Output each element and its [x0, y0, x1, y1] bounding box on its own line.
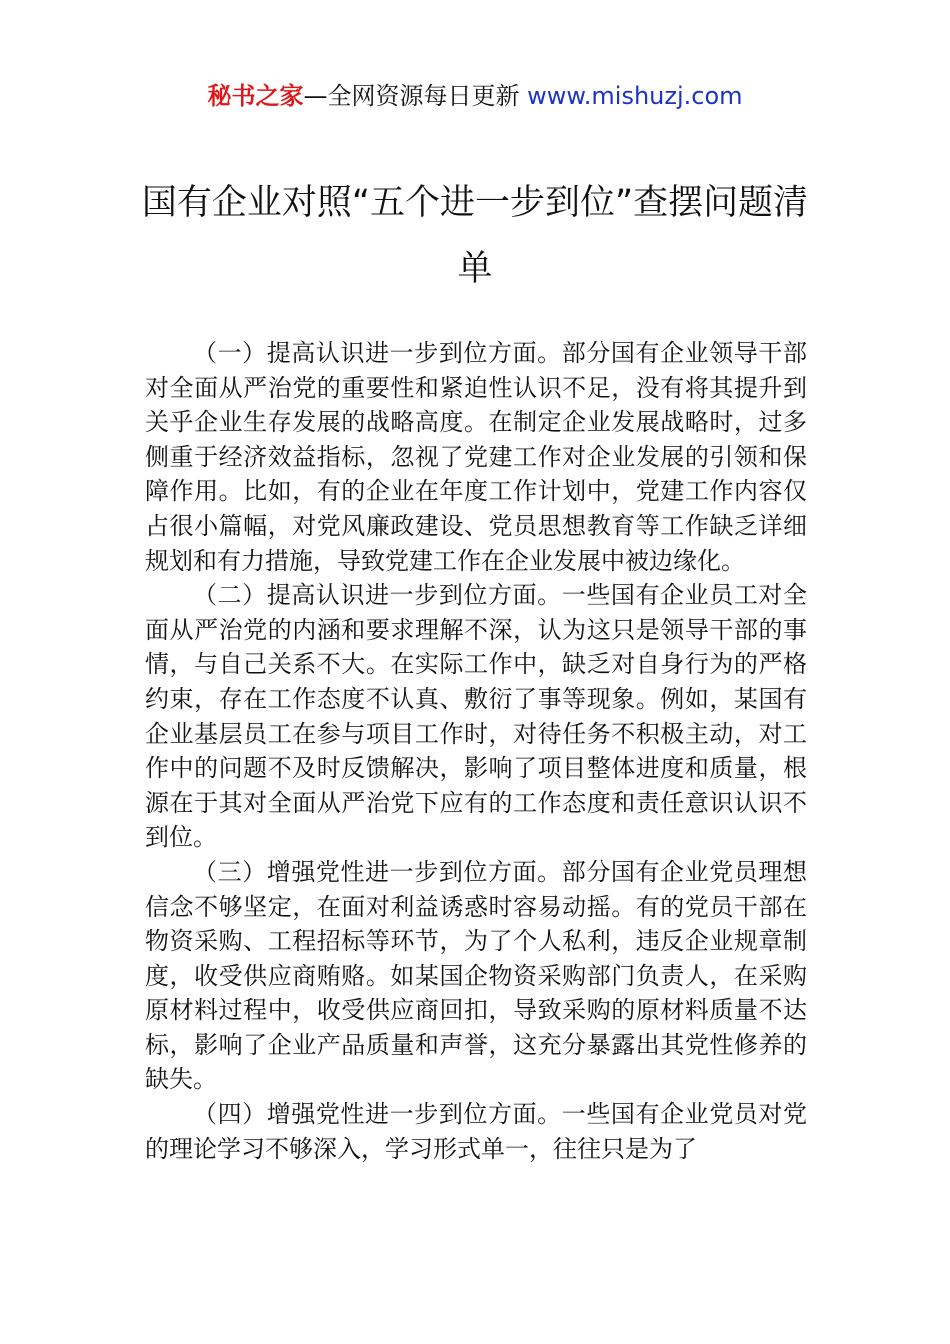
- site-header: [0, 80, 950, 112]
- paragraph-2: （二）提高认识进一步到位方面。一些国有企业员工对全面从严治党的内涵和要求理解不深，认为这只是领导干部的事情，与自己关系不大。在实际工作中，缺乏对自身行为的严格约束，存在工作态度不认真、敷衍了事等现象。例如，某国有企业基层员工在参与项目工作时，对待任务不积极主动，对工作中的问题不及时反馈解决，影响了项目整体进度和质量，根源在于其对全面从严治党下应有的工作态度和责任意识认识不到位。: [145, 581, 807, 852]
- document-title: 国有企业对照“五个进一步到位”查摆问题清单: [141, 183, 809, 289]
- document-body: [145, 336, 807, 1166]
- site-url-link[interactable]: www.mishuzj.com: [527, 82, 743, 110]
- brand-name: 秘书之家: [207, 82, 304, 110]
- header-tagline: —全网资源每日更新: [303, 82, 520, 110]
- paragraph-1: （一）提高认识进一步到位方面。部分国有企业领导干部对全面从严治党的重要性和紧迫性认识不足，没有将其提升到关乎企业生存发展的战略高度。在制定企业发展战略时，过多侧重于经济效益指标，忽视了党建工作对企业发展的引领和保障作用。比如，有的企业在年度工作计划中，党建工作内容仅占很小篇幅，对党风廉政建设、党员思想教育等工作缺乏详细规划和有力措施，导致党建工作在企业发展中被边缘化。: [145, 339, 807, 575]
- paragraph-3: （三）增强党性进一步到位方面。部分国有企业党员理想信念不够坚定，在面对利益诱惑时容易动摇。有的党员干部在物资采购、工程招标等环节，为了个人私利，违反企业规章制度，收受供应商贿赂。如某国企物资采购部门负责人，在采购原材料过程中，收受供应商回扣，导致采购的原材料质量不达标，影响了企业产品质量和声誉，这充分暴露出其党性修养的缺失。: [145, 857, 807, 1094]
- paragraph-4: （四）增强党性进一步到位方面。一些国有企业党员对党的理论学习不够深入，学习形式单一，往往只是为了: [145, 1100, 807, 1163]
